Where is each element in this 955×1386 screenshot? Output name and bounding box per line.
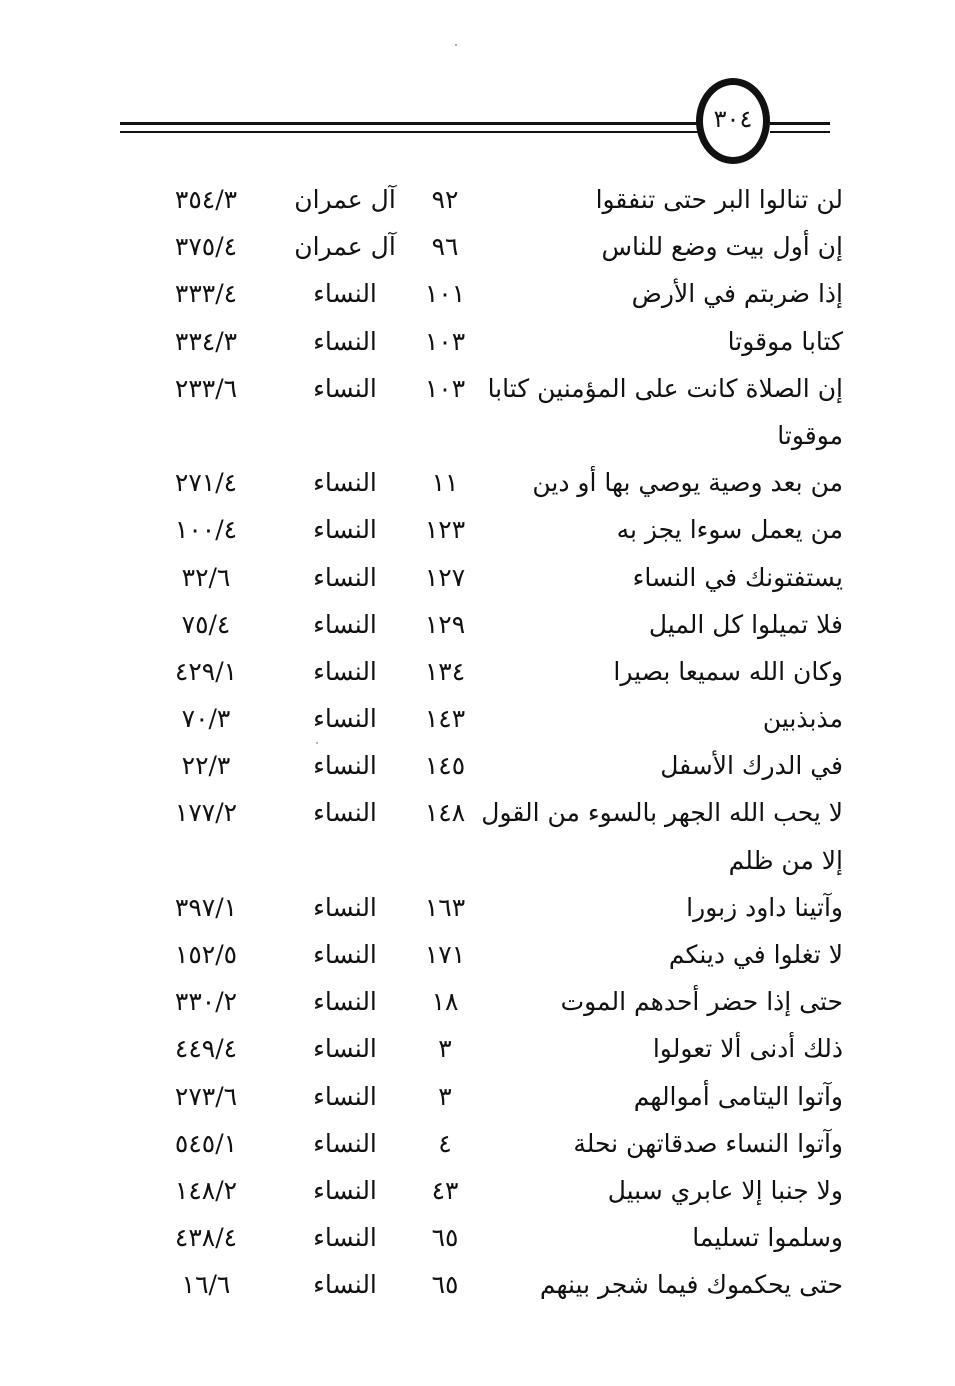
verse-text: كتابا موقوتا [727,326,843,356]
ayah-number: ٦٥ [431,1270,459,1300]
table-row [0,1025,955,1072]
verse-text: يستفتونك في النساء [632,562,843,592]
volume-page-ref: ١٧٧/٢ [174,798,238,828]
verse-text: وسلموا تسليما [692,1223,843,1253]
surah-name: النساء [313,279,377,309]
verse-text: حتى إذا حضر أحدهم الموت [560,987,843,1017]
table-row [0,270,955,317]
verse-text: ذلك أدنى ألا تعولوا [652,1034,843,1064]
ayah-number: ١٨ [431,987,459,1017]
surah-name: النساء [313,656,377,686]
verse-text: إذا ضربتم في الأرض [631,279,843,309]
table-row [0,412,955,459]
ayah-number: ١٠٣ [424,373,466,403]
ayah-number: ١٤٥ [424,751,466,781]
table-row [0,506,955,553]
verse-text: من بعد وصية يوصي بها أو دين [532,468,843,498]
ayah-number: ١٣٤ [424,656,466,686]
volume-page-ref: ١٦/٦ [181,1270,231,1300]
surah-name: النساء [313,609,377,639]
surah-name: النساء [313,1175,377,1205]
ayah-number: ١٠١ [424,279,466,309]
header-rule-bottom-left [120,131,708,133]
header-rule-top-left [120,122,708,125]
table-row [0,601,955,648]
volume-page-ref: ٣٣٣/٤ [174,279,238,309]
table-row [0,554,955,601]
table-row [0,1261,955,1308]
table-row [0,1120,955,1167]
ayah-number: ٣ [438,1081,452,1111]
ayah-number: ٩٦ [431,232,459,262]
ayah-number: ١٢٣ [424,515,466,545]
verse-text: وآتوا اليتامى أموالهم [633,1081,843,1111]
surah-name: آل عمران [294,185,396,214]
table-row [0,695,955,742]
ayah-number: ٤٣ [431,1175,459,1205]
volume-page-ref: ١٤٨/٢ [174,1175,238,1205]
volume-page-ref: ٣٧٥/٤ [174,232,238,262]
verse-text: حتى يحكموك فيما شجر بينهم [539,1270,843,1300]
ayah-number: ١٧١ [424,940,466,969]
volume-page-ref: ٤٢٩/١ [174,656,238,686]
verse-text: إلا من ظلم [728,845,843,875]
volume-page-ref: ٤٣٨/٤ [174,1223,238,1253]
table-row [0,884,955,931]
volume-page-ref: ٢٣٣/٦ [174,373,238,403]
surah-name: آل عمران [294,232,396,262]
surah-name: النساء [313,326,377,356]
surah-name: النساء [313,940,377,969]
header-rule-top-right [770,122,830,125]
ayah-number: ٦٥ [431,1223,459,1253]
table-row [0,318,955,365]
table-row [0,459,955,506]
volume-page-ref: ٧٥/٤ [181,609,231,639]
scan-speck [455,44,457,46]
ayah-number: ١٤٨ [424,798,466,828]
ayah-number: ٣ [438,1034,452,1064]
volume-page-ref: ٢٧١/٤ [174,468,238,498]
surah-name: النساء [313,1223,377,1253]
table-row [0,365,955,412]
surah-name: النساء [313,798,377,828]
ayah-number: ٩٢ [431,185,459,214]
verse-text: وكان الله سميعا بصيرا [613,656,843,686]
header-rule-bottom-right [770,131,830,133]
volume-page-ref: ٣٢/٦ [181,562,231,592]
surah-name: النساء [313,1081,377,1111]
surah-name: النساء [313,892,377,922]
verse-text: مذبذبين [762,704,843,734]
table-row [0,1167,955,1214]
verse-text: لا تغلوا في دينكم [668,940,843,969]
verse-text: في الدرك الأسفل [660,751,843,781]
table-row [0,648,955,695]
volume-page-ref: ٧٠/٣ [181,704,231,734]
volume-page-ref: ١٠٠/٤ [174,515,238,545]
table-row [0,223,955,270]
volume-page-ref: ٢٧٣/٦ [174,1081,238,1111]
table-row [0,742,955,789]
table-row [0,931,955,978]
table-row [0,837,955,884]
verse-text: لا يحب الله الجهر بالسوء من القول [481,798,843,828]
surah-name: النساء [313,373,377,403]
ayah-number: ١٠٣ [424,326,466,356]
ayah-number: ١٢٧ [424,562,466,592]
table-row [0,1214,955,1261]
volume-page-ref: ٤٤٩/٤ [174,1034,238,1064]
verse-text: فلا تميلوا كل الميل [648,609,843,639]
volume-page-ref: ٣٩٧/١ [174,892,238,922]
verse-text: لن تنالوا البر حتى تنفقوا [595,185,843,214]
surah-name: النساء [313,1270,377,1300]
table-row [0,1073,955,1120]
table-row [0,978,955,1025]
verse-index-table [0,176,955,1309]
verse-text: موقوتا [777,420,843,450]
volume-page-ref: ٣٣٤/٣ [174,326,238,356]
surah-name: النساء [313,704,377,734]
surah-name: النساء [313,468,377,498]
page-number: ٣٠٤ [713,105,753,133]
page-number-ring [696,78,770,164]
verse-text: وآتوا النساء صدقاتهن نحلة [573,1128,843,1158]
ayah-number: ١٤٣ [424,704,466,734]
ayah-number: ٤ [438,1128,452,1158]
surah-name: النساء [313,562,377,592]
table-row [0,176,955,223]
volume-page-ref: ٢٢/٣ [181,751,231,781]
verse-text: من يعمل سوءا يجز به [616,515,843,545]
ayah-number: ١٦٣ [424,892,466,922]
surah-name: النساء [313,1034,377,1064]
volume-page-ref: ٣٣٠/٢ [174,987,238,1017]
surah-name: النساء [313,987,377,1017]
surah-name: النساء [313,515,377,545]
surah-name: النساء [313,751,377,781]
table-row [0,789,955,836]
verse-text: إن أول بيت وضع للناس [601,232,843,262]
ayah-number: ١١ [431,468,459,498]
verse-text: ولا جنبا إلا عابري سبيل [607,1175,843,1205]
surah-name: النساء [313,1128,377,1158]
ayah-number: ١٢٩ [424,609,466,639]
volume-page-ref: ١٥٢/٥ [174,940,238,969]
verse-text: وآتينا داود زبورا [686,892,843,922]
volume-page-ref: ٥٤٥/١ [174,1128,238,1158]
verse-text: إن الصلاة كانت على المؤمنين كتابا [487,373,843,403]
volume-page-ref: ٣٥٤/٣ [174,185,238,214]
